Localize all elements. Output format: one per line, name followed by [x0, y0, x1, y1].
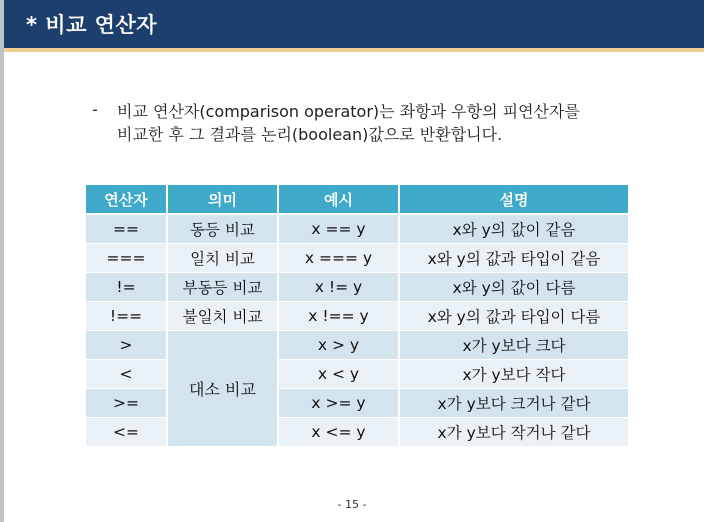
example-cell: x !== y: [278, 302, 399, 331]
example-cell: x === y: [278, 244, 399, 273]
example-cell: x >= y: [278, 389, 399, 418]
bullet-line: 비교 연산자(comparison operator)는 좌항과 우항의 피연산자를: [117, 102, 580, 121]
operator-cell: <: [85, 360, 167, 389]
example-cell: x > y: [278, 331, 399, 360]
slide-title: * 비교 연산자: [26, 13, 158, 37]
operator-cell: >: [85, 331, 167, 360]
table-row: [85, 418, 629, 447]
table-row: [85, 360, 629, 389]
column-header-description: 설명: [399, 185, 629, 214]
bullet-marker: -: [92, 100, 98, 119]
operator-cell: <=: [85, 418, 167, 447]
description-cell: x가 y보다 크거나 같다: [399, 389, 629, 418]
meaning-cell: 동등 비교: [167, 214, 278, 244]
title-bar: [4, 0, 704, 48]
operator-cell: ==: [85, 214, 167, 244]
description-cell: x가 y보다 크다: [399, 331, 629, 360]
description-cell: x와 y의 값과 타입이 다름: [399, 302, 629, 331]
operator-cell: !==: [85, 302, 167, 331]
meaning-cell: 일치 비교: [167, 244, 278, 273]
page-number: - 15 -: [337, 498, 367, 511]
description-cell: x가 y보다 작다: [399, 360, 629, 389]
example-cell: x <= y: [278, 418, 399, 447]
description-cell: x가 y보다 작거나 같다: [399, 418, 629, 447]
table-row: [85, 244, 629, 273]
example-cell: x < y: [278, 360, 399, 389]
description-cell: x와 y의 값이 다름: [399, 273, 629, 302]
table-row: [85, 214, 629, 244]
column-header-operator: 연산자: [85, 185, 167, 214]
operator-cell: !=: [85, 273, 167, 302]
example-cell: x != y: [278, 273, 399, 302]
description-cell: x와 y의 값이 같음: [399, 214, 629, 244]
operator-cell: ===: [85, 244, 167, 273]
description-cell: x와 y의 값과 타입이 같음: [399, 244, 629, 273]
bullet-line: 비교한 후 그 결과를 논리(boolean)값으로 반환합니다.: [117, 125, 503, 144]
meaning-cell: 부동등 비교: [167, 273, 278, 302]
table-row: [85, 273, 629, 302]
table-row: [85, 389, 629, 418]
example-cell: x == y: [278, 214, 399, 244]
meaning-cell: 불일치 비교: [167, 302, 278, 331]
bullet-paragraph: [117, 100, 637, 146]
table-header-row: [85, 185, 629, 214]
table-row: [85, 302, 629, 331]
operator-cell: >=: [85, 389, 167, 418]
column-header-example: 예시: [278, 185, 399, 214]
title-accent-stripe: [4, 48, 704, 52]
meaning-cell-merged: 대소 비교: [167, 331, 278, 447]
comparison-operator-table: [84, 185, 630, 447]
slide-left-border: [0, 0, 4, 522]
table-row: [85, 331, 629, 360]
column-header-meaning: 의미: [167, 185, 278, 214]
